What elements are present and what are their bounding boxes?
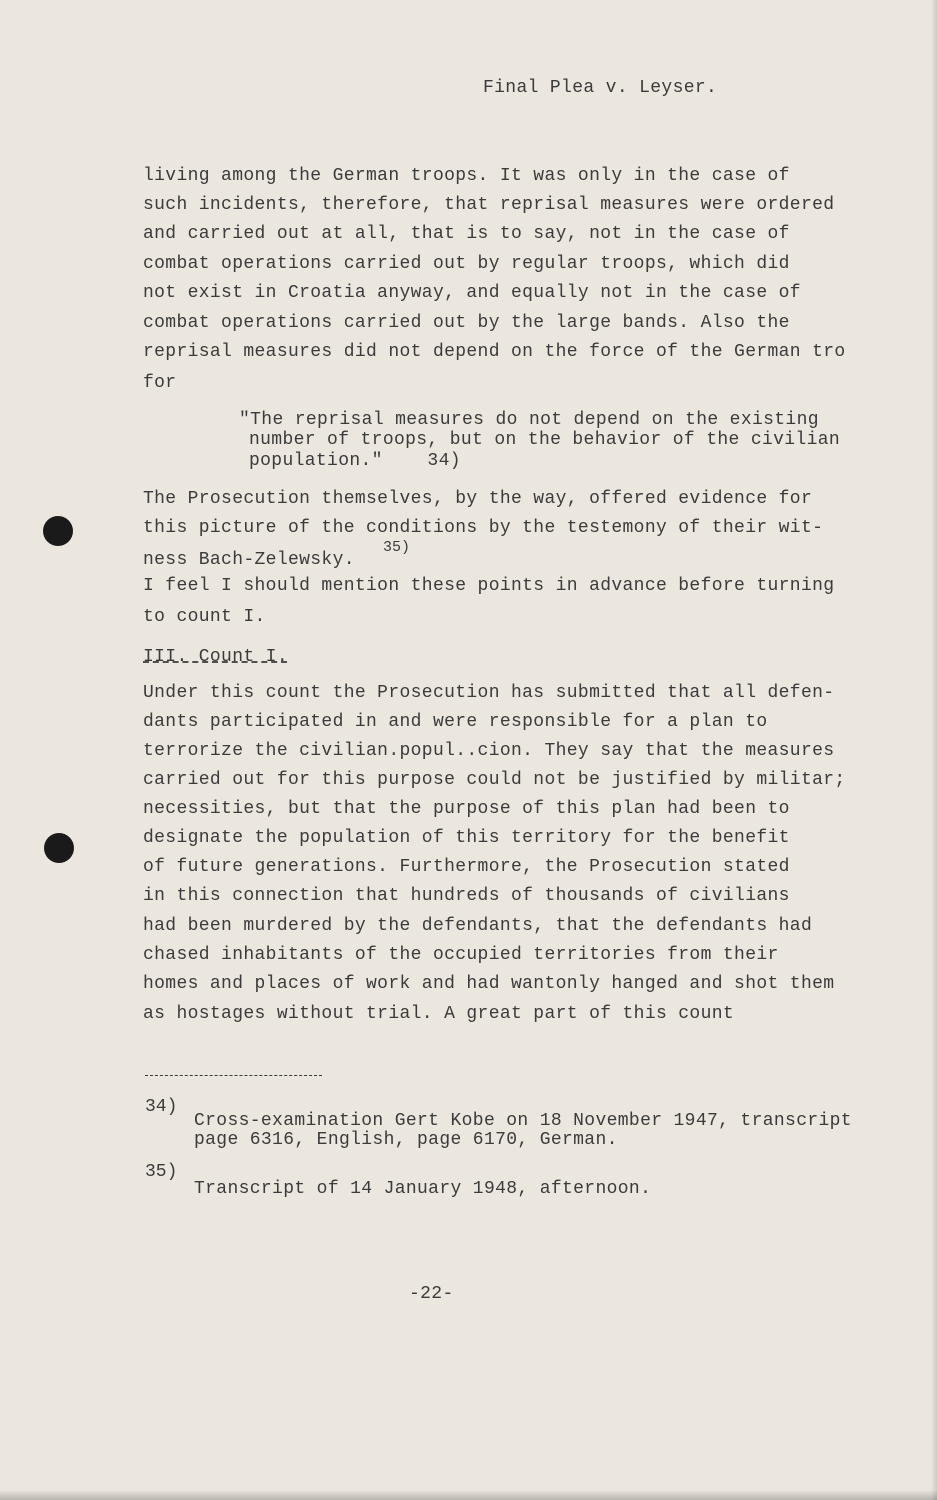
page-edge-shadow <box>931 0 937 1500</box>
punch-hole-lower <box>44 833 74 863</box>
body-line: ness Bach-Zelewsky. <box>143 550 355 570</box>
body-line: carried out for this purpose could not be justified by militar; <box>143 770 846 790</box>
body-line: dants participated in and were responsible for a plan to <box>143 712 768 732</box>
body-line: combat operations carried out by regular troops, which did <box>143 254 790 274</box>
footnote-mark: 34) <box>145 1097 178 1117</box>
body-line: terrorize the civilian.popul..cion. They say that the measures <box>143 741 835 761</box>
body-line: homes and places of work and had wantonly hanged and shot them <box>143 974 835 994</box>
body-line: Under this count the Prosecution has submitted that all defen- <box>143 683 835 703</box>
body-line: not exist in Croatia anyway, and equally not in the case of <box>143 283 801 303</box>
body-line: of future generations. Furthermore, the Prosecution stated <box>143 857 790 877</box>
quote-line: number of troops, but on the behavior of the civilian <box>249 430 841 450</box>
body-line: combat operations carried out by the large bands. Also the <box>143 313 790 333</box>
running-header: Final Plea v. Leyser. <box>483 78 718 98</box>
footnote-reference: 35) <box>383 539 411 556</box>
footnote-line: Cross-examination Gert Kobe on 18 November 1947, transcript <box>194 1111 852 1131</box>
body-line: such incidents, therefore, that reprisal measures were ordered <box>143 195 835 215</box>
body-line: necessities, but that the purpose of this plan had been to <box>143 799 790 819</box>
quote-line: population." 34) <box>249 451 461 471</box>
body-line: reprisal measures did not depend on the force of the German tro <box>143 342 846 362</box>
quote-line: "The reprisal measures do not depend on the existing <box>239 410 819 430</box>
body-line: to count I. <box>143 607 266 627</box>
footnote-separator <box>145 1075 322 1076</box>
footnote-line: page 6316, English, page 6170, German. <box>194 1130 618 1150</box>
body-line: for <box>143 373 177 393</box>
body-line: as hostages without trial. A great part of this count <box>143 1004 735 1024</box>
body-line: living among the German troops. It was only in the case of <box>143 166 790 186</box>
page-number: -22- <box>409 1284 454 1304</box>
body-line: chased inhabitants of the occupied territories from their <box>143 945 779 965</box>
punch-hole-upper <box>43 516 73 546</box>
body-line: designate the population of this territory for the benefit <box>143 828 790 848</box>
page-bottom-shadow <box>0 1490 937 1500</box>
body-line: had been murdered by the defendants, that the defendants had <box>143 916 813 936</box>
section-heading: III. Count I. <box>143 647 288 667</box>
body-line: in this connection that hundreds of thousands of civilians <box>143 886 790 906</box>
body-line: and carried out at all, that is to say, not in the case of <box>143 224 790 244</box>
body-line: I feel I should mention these points in advance before turning <box>143 576 835 596</box>
body-line: The Prosecution themselves, by the way, offered evidence for <box>143 489 813 509</box>
footnote-mark: 35) <box>145 1162 178 1182</box>
footnote-line: Transcript of 14 January 1948, afternoon. <box>194 1179 652 1199</box>
body-line: this picture of the conditions by the testemony of their wit- <box>143 518 824 538</box>
